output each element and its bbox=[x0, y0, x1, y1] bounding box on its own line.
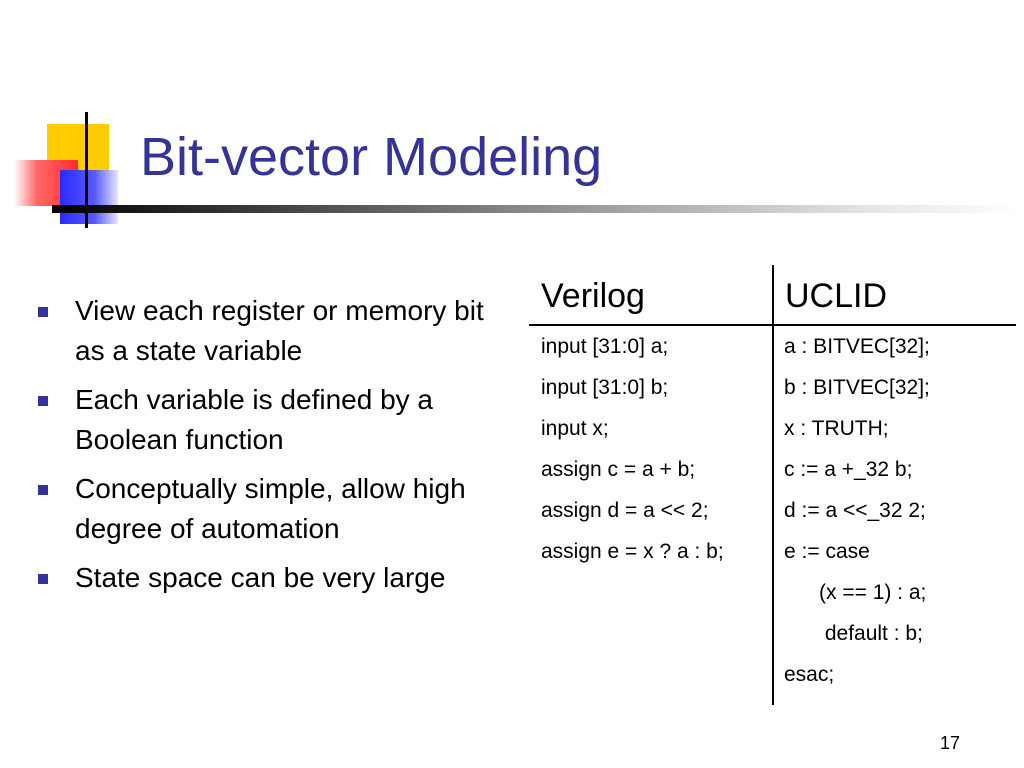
logo-blue-square bbox=[60, 170, 118, 224]
verilog-column bbox=[541, 335, 766, 581]
slide-logo bbox=[0, 0, 140, 240]
verilog-code-line: input [31:0] b; bbox=[541, 376, 669, 399]
slide-title: Bit-vector Modeling bbox=[140, 127, 603, 187]
verilog-code-line: input x; bbox=[541, 417, 609, 440]
uclid-code-line: a : BITVEC[32]; bbox=[784, 335, 930, 358]
uclid-code-line: c := a +_32 b; bbox=[784, 458, 913, 481]
verilog-code-line: assign e = x ? a : b; bbox=[541, 540, 724, 563]
verilog-column-header: Verilog bbox=[541, 277, 645, 315]
uclid-code-line: esac; bbox=[784, 663, 835, 686]
bullet-list bbox=[38, 291, 498, 607]
bullet-text: Each variable is defined by a Boolean function bbox=[75, 384, 433, 455]
bullet-text: State space can be very large bbox=[75, 562, 446, 593]
verilog-code-line: assign c = a + b; bbox=[541, 458, 696, 481]
uclid-code-line: b : BITVEC[32]; bbox=[784, 376, 930, 399]
comparison-table bbox=[529, 265, 1016, 705]
bullet-square-icon bbox=[38, 307, 48, 317]
uclid-code-line: x : TRUTH; bbox=[784, 417, 889, 440]
bullet-square-icon bbox=[38, 485, 48, 495]
header-rule bbox=[529, 324, 1016, 326]
uclid-code-line: default : b; bbox=[784, 622, 923, 645]
bullet-square-icon bbox=[38, 396, 48, 406]
bullet-text: Conceptually simple, allow high degree of automation bbox=[75, 473, 466, 544]
uclid-code-line: e := case bbox=[784, 540, 870, 563]
title-underline bbox=[52, 205, 1020, 213]
uclid-code-line: d := a <<_32 2; bbox=[784, 499, 926, 522]
bullet-item bbox=[38, 380, 498, 460]
column-divider bbox=[772, 265, 774, 705]
bullet-text: View each register or memory bit as a state variable bbox=[75, 295, 484, 366]
bullet-item bbox=[38, 291, 498, 371]
verilog-code-line: assign d = a << 2; bbox=[541, 499, 709, 522]
bullet-item bbox=[38, 558, 498, 598]
uclid-code-line: (x == 1) : a; bbox=[784, 581, 927, 604]
page-number: 17 bbox=[940, 733, 961, 753]
uclid-column bbox=[784, 335, 1014, 704]
bullet-square-icon bbox=[38, 574, 48, 584]
uclid-column-header: UCLID bbox=[785, 277, 888, 315]
bullet-item bbox=[38, 469, 498, 549]
verilog-code-line: input [31:0] a; bbox=[541, 335, 669, 358]
